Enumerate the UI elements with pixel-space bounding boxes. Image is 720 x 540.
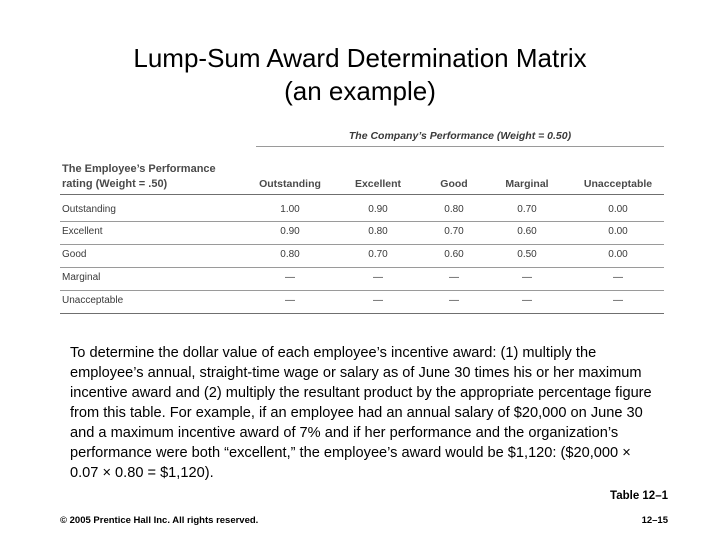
explanation-paragraph: To determine the dollar value of each employee’s incentive award: (1) multiply the employee’s annual, straight-time wage or salary as of June 30 times his or her maximum incentive award and (2) multiply the resultant product by the appropriate percentage figure from this table. For example, if an employee had an annual salary of $20,000 on June 30 and a maximum incentive award of 7% and if her performance and the organization’s performance were both “excellent,” the employee’s award would be $1,120: ($20,000 × 0.07 × 0.80 = $1,120). (70, 345, 652, 481)
table-cell: 0.80 (444, 204, 464, 215)
employee-header-line-2: rating (Weight = .50) (62, 178, 168, 190)
slide-title-line-1: Lump-Sum Award Determination Matrix (133, 43, 587, 73)
table-cell: 0.90 (280, 226, 300, 237)
table-cell: 0.70 (517, 204, 537, 215)
table-bottom-rule (60, 313, 664, 314)
column-header-outstanding: Outstanding (259, 178, 321, 190)
table-cell: 1.00 (280, 204, 300, 215)
table-cell: — (449, 295, 459, 306)
table-cell: — (613, 272, 623, 283)
column-header-unacceptable: Unacceptable (583, 178, 653, 190)
row-label-excellent: Excellent (62, 226, 103, 237)
table-cell: 0.80 (368, 226, 388, 237)
table-cell: — (285, 295, 295, 306)
column-header-good: Good (440, 178, 468, 190)
table-cell: — (522, 295, 532, 306)
column-header-marginal: Marginal (505, 178, 549, 190)
row-divider (60, 221, 664, 222)
row-label-unacceptable: Unacceptable (62, 295, 124, 306)
employee-header-line-1: The Employee’s Performance (62, 163, 216, 175)
table-cell: 0.70 (368, 249, 388, 260)
table-cell: — (373, 295, 383, 306)
employee-performance-header (62, 162, 252, 192)
table-cell: 0.90 (368, 204, 388, 215)
row-label-marginal: Marginal (62, 272, 101, 283)
table-cell: 0.00 (608, 226, 628, 237)
table-cell: 0.00 (608, 204, 628, 215)
slide-title-line-2: (an example) (284, 76, 436, 106)
table-cell: — (373, 272, 383, 283)
award-matrix-table (60, 126, 664, 318)
table-cell: — (522, 272, 532, 283)
column-header-excellent: Excellent (354, 178, 402, 190)
table-cell: 0.00 (608, 249, 628, 260)
row-label-good: Good (62, 249, 87, 260)
table-number: Table 12–1 (610, 490, 668, 502)
page-number: 12–15 (641, 515, 668, 526)
row-divider (60, 290, 664, 291)
header-rule (60, 194, 664, 195)
row-divider (60, 267, 664, 268)
table-cell: 0.70 (444, 226, 464, 237)
table-cell: 0.50 (517, 249, 537, 260)
company-performance-header: The Company’s Performance (Weight = 0.50) (256, 126, 664, 147)
row-label-outstanding: Outstanding (62, 204, 116, 215)
table-cell: 0.60 (444, 249, 464, 260)
table-cell: — (613, 295, 623, 306)
table-cell: 0.60 (517, 226, 537, 237)
table-cell: 0.80 (280, 249, 300, 260)
copyright-footer: © 2005 Prentice Hall Inc. All rights reserved. (60, 515, 259, 526)
slide-title (0, 42, 720, 108)
table-cell: — (449, 272, 459, 283)
row-divider (60, 244, 664, 245)
table-cell: — (285, 272, 295, 283)
